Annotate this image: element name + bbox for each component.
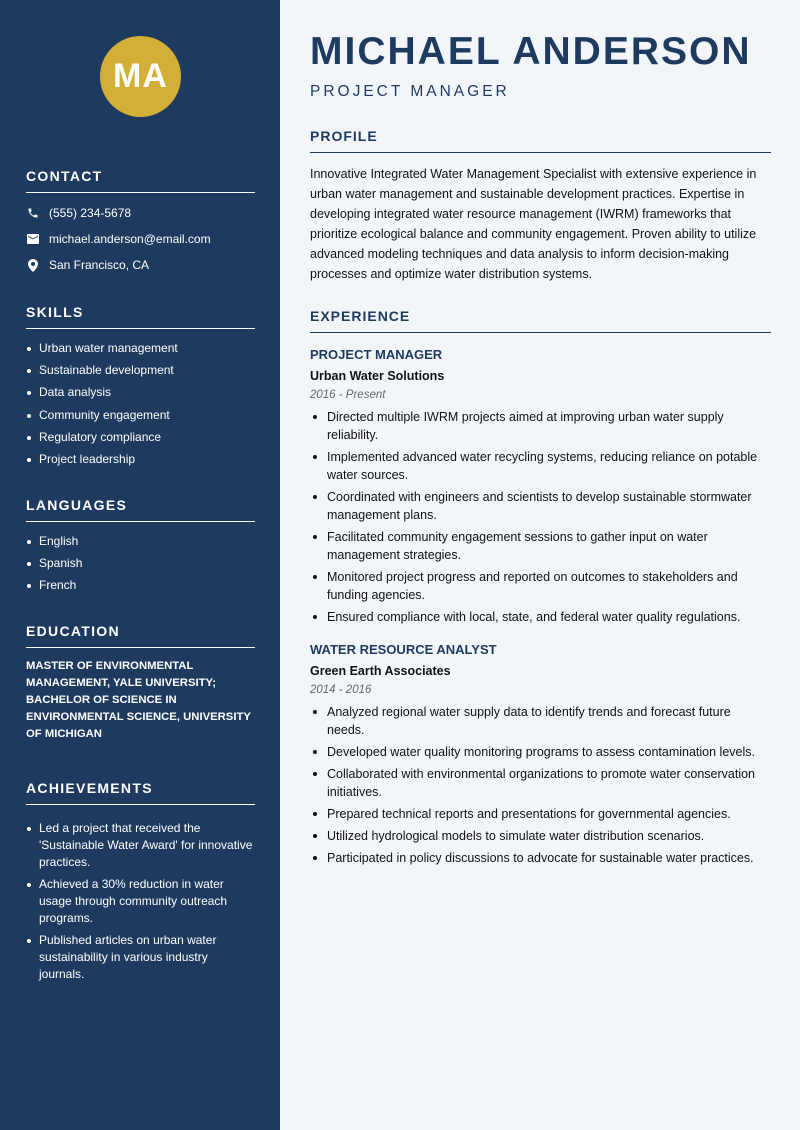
job-bullet: Implemented advanced water recycling systems, reducing reliance on potable water sources. [310, 448, 771, 484]
job-company: Urban Water Solutions [310, 369, 445, 383]
achievement-item: Achieved a 30% reduction in water usage through community outreach programs. [26, 876, 255, 927]
job-dates: 2016 - Present [310, 389, 386, 401]
job-bullet: Monitored project progress and reported on outcomes to stakeholders and funding agencies. [310, 568, 771, 604]
skill-item: Sustainable development [26, 362, 255, 384]
phone-icon [26, 206, 40, 220]
skill-item: Project leadership [26, 451, 255, 473]
profile-text: Innovative Integrated Water Management Specialist with extensive experience in urban water management and sustainable development practices. Expertise in developing integrated water resource management (IWRM) frameworks that prioritize ecological balance and community engagement. Proven ability to utilize advanced modeling techniques and data analysis to inform decision-making processes and optimize water distribution systems. [310, 167, 757, 281]
skills-list [26, 340, 255, 473]
skill-item: Regulatory compliance [26, 429, 255, 451]
skill-item: Community engagement [26, 407, 255, 429]
job-bullet: Facilitated community engagement sessions to gather input on water management strategies. [310, 528, 771, 564]
contact-section [26, 168, 255, 278]
language-item: Spanish [26, 555, 255, 577]
phone-text: (555) 234-5678 [49, 206, 132, 220]
languages-title: LANGUAGES [26, 497, 255, 522]
contact-location [26, 252, 255, 278]
education-text: MASTER OF ENVIRONMENTAL MANAGEMENT, YALE UNIVERSITY; BACHELOR OF SCIENCE IN ENVIRONMENTAL SCIENCE, UNIVERSITY OF MICHIGAN [26, 660, 251, 740]
job-bullet: Analyzed regional water supply data to identify trends and forecast future needs. [310, 703, 771, 739]
contact-phone[interactable] [26, 200, 255, 226]
skills-title: SKILLS [26, 304, 255, 329]
job-bullet: Developed water quality monitoring programs to assess contamination levels. [310, 743, 771, 761]
profile-title: PROFILE [310, 128, 771, 153]
candidate-name: MICHAEL ANDERSON [310, 30, 752, 73]
job-title: WATER RESOURCE ANALYST [310, 642, 497, 657]
job-dates: 2014 - 2016 [310, 684, 372, 696]
language-item: English [26, 533, 255, 555]
avatar [100, 36, 181, 117]
job-bullet: Participated in policy discussions to advocate for sustainable water practices. [310, 849, 771, 867]
achievements-section [26, 780, 255, 988]
education-section [26, 623, 255, 743]
skill-item: Data analysis [26, 384, 255, 406]
profile-section [310, 128, 771, 284]
avatar-initials: MA [113, 57, 168, 95]
languages-list [26, 533, 255, 600]
contact-email[interactable] [26, 226, 255, 252]
job-title: PROJECT MANAGER [310, 347, 443, 362]
sidebar [0, 0, 280, 1130]
achievements-title: ACHIEVEMENTS [26, 780, 255, 805]
achievement-item: Led a project that received the 'Sustainable Water Award' for innovative practices. [26, 820, 255, 871]
location-pin-icon [26, 258, 40, 272]
experience-title: EXPERIENCE [310, 308, 771, 333]
email-icon [26, 232, 40, 246]
experience-section [310, 308, 771, 871]
achievement-item: Published articles on urban water sustainability in various industry journals. [26, 932, 255, 983]
job-bullet: Collaborated with environmental organizations to promote water conservation initiatives. [310, 765, 771, 801]
location-text: San Francisco, CA [49, 258, 150, 272]
job-bullet: Directed multiple IWRM projects aimed at improving urban water supply reliability. [310, 408, 771, 444]
contact-title: CONTACT [26, 168, 255, 193]
job-bullets [310, 703, 771, 867]
job-entry [310, 642, 771, 867]
achievements-list [26, 820, 255, 983]
job-bullet: Prepared technical reports and presentations for governmental agencies. [310, 805, 771, 823]
candidate-role: PROJECT MANAGER [310, 83, 510, 100]
job-bullets [310, 408, 771, 626]
languages-section [26, 497, 255, 600]
education-title: EDUCATION [26, 623, 255, 648]
language-item: French [26, 577, 255, 599]
skills-section [26, 304, 255, 473]
email-text: michael.anderson@email.com [49, 232, 211, 246]
job-bullet: Coordinated with engineers and scientists to develop sustainable stormwater management plans. [310, 488, 771, 524]
job-bullet: Utilized hydrological models to simulate water distribution scenarios. [310, 827, 771, 845]
job-bullet: Ensured compliance with local, state, and federal water quality regulations. [310, 608, 771, 626]
job-company: Green Earth Associates [310, 664, 451, 678]
skill-item: Urban water management [26, 340, 255, 362]
job-entry [310, 347, 771, 626]
